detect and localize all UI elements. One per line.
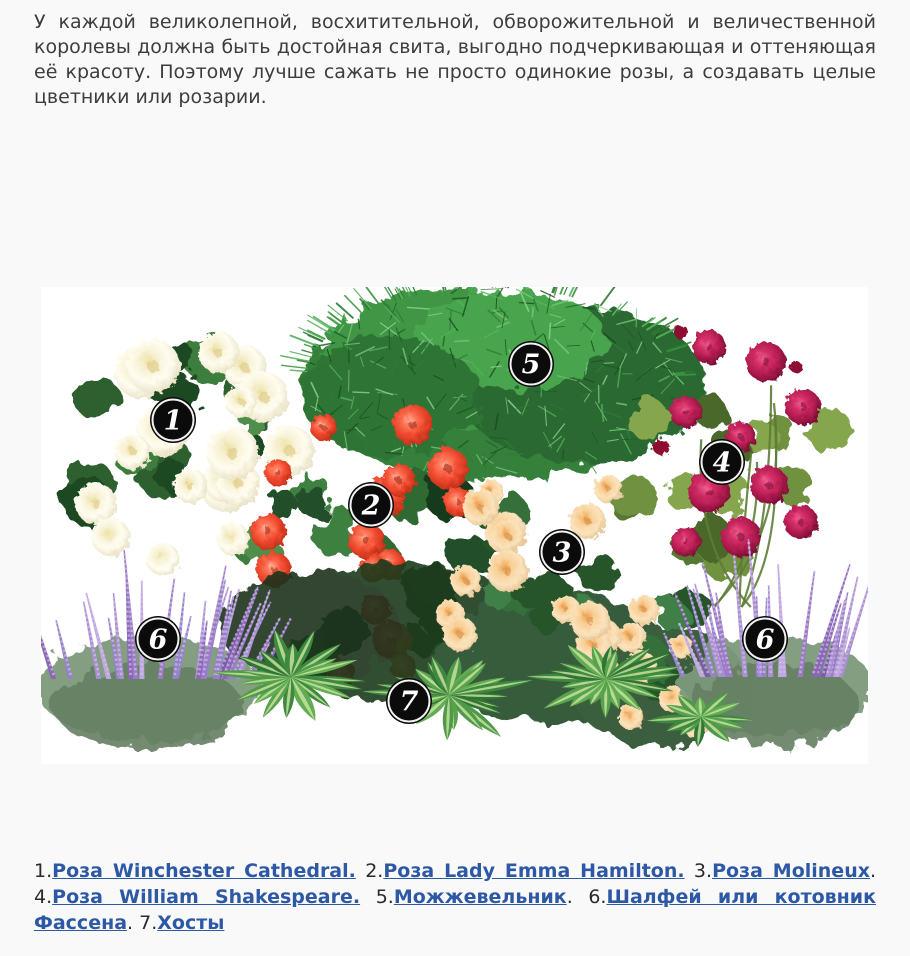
- plant-marker-number: 6: [755, 624, 775, 656]
- legend-item: [34, 886, 376, 908]
- legend-item-number: 3.: [693, 860, 713, 882]
- plant-link[interactable]: Роза Molineux: [712, 860, 870, 882]
- intro-paragraph: У каждой великолепной, восхитительной, обворожительной и величественной королевы должна быть достойная свита, выгодно подчеркивающая и оттеняющая её красоту. Поэтому лучше сажать не просто одинокие розы, а создавать целые цветники или розарии.: [34, 11, 876, 108]
- plant-legend: [34, 858, 876, 936]
- plant-link[interactable]: Шалфей или котовник Фассена: [34, 886, 876, 934]
- legend-separator: .: [869, 860, 877, 882]
- plant-marker: [348, 482, 394, 528]
- plant-link[interactable]: Роза Lady Emma Hamilton.: [383, 860, 685, 882]
- legend-item: [34, 860, 365, 882]
- legend-separator: .: [127, 912, 140, 934]
- plant-marker: [699, 439, 745, 485]
- plant-marker-number: 7: [399, 686, 419, 718]
- legend-item-number: 2.: [365, 860, 384, 882]
- plant-marker-number: 3: [552, 537, 572, 569]
- legend-item: [139, 912, 224, 934]
- legend-item: [376, 886, 589, 908]
- legend-item-number: 7.: [139, 912, 158, 934]
- legend-separator: [360, 886, 376, 908]
- plant-link[interactable]: Роза William Shakespeare.: [52, 886, 361, 908]
- plant-link[interactable]: Роза Winchester Cathedral.: [52, 860, 356, 882]
- legend-item-number: 1.: [34, 860, 53, 882]
- legend-separator: [356, 860, 365, 882]
- legend-separator: [685, 860, 694, 882]
- plant-marker: [742, 616, 788, 662]
- plant-marker: [135, 616, 181, 662]
- legend-item-number: 4.: [34, 886, 53, 908]
- flowerbed-illustration: [41, 287, 868, 764]
- plant-marker: [539, 529, 585, 575]
- flowerbed-figure: [41, 287, 868, 764]
- legend-item-number: 5.: [375, 886, 394, 908]
- legend-separator: .: [566, 886, 589, 908]
- plant-marker-number: 1: [163, 405, 183, 437]
- plant-marker-number: 6: [148, 624, 168, 656]
- plant-marker: [150, 397, 196, 443]
- plant-marker-number: 4: [712, 447, 732, 479]
- plant-marker: [386, 678, 432, 724]
- legend-item-number: 6.: [588, 886, 607, 908]
- plant-marker: [508, 341, 554, 387]
- legend-item: [694, 860, 876, 882]
- plant-link[interactable]: Можжевельник: [393, 886, 567, 908]
- plant-link[interactable]: Хосты: [157, 912, 225, 934]
- plant-marker-number: 5: [521, 349, 541, 381]
- legend-item: [365, 860, 694, 882]
- plant-marker-number: 2: [361, 490, 381, 522]
